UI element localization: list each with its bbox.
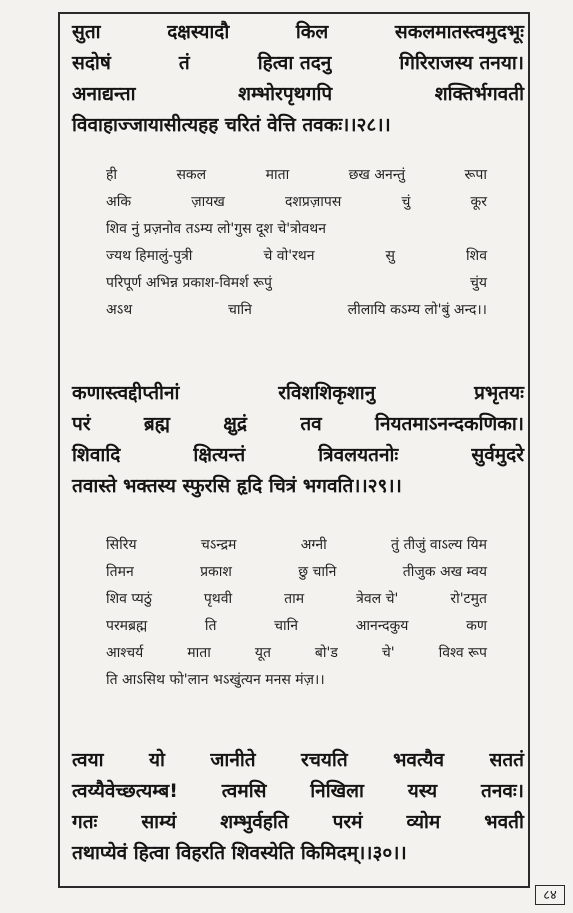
word: शक्तिर्भगवती [434, 83, 524, 105]
word: चुंय [469, 275, 487, 291]
word: दशप्रज़ापस [284, 194, 342, 210]
word: रूपा [464, 167, 487, 183]
word: ताम [284, 591, 305, 607]
word: शम्भुर्वहति [220, 811, 289, 833]
translation-line [106, 270, 487, 297]
word: ति आऽसिथ फो'लान भऽखुंत्यन मनस मंज़।। [106, 672, 325, 688]
verse-28-sanskrit [72, 17, 524, 141]
word: सिरिय [106, 537, 137, 553]
word: चऽन्द्रम [200, 537, 237, 553]
word: कणास्त्वद्दीप्तीनां [72, 382, 180, 404]
word: ही [106, 167, 118, 183]
word: व्योम [406, 811, 441, 833]
translation-line [106, 613, 487, 640]
word: अग्नी [300, 537, 327, 553]
word: सु [385, 248, 396, 264]
word: माता [187, 645, 211, 661]
word: गतः [72, 811, 98, 833]
word: विश्व रूप [438, 645, 487, 661]
word: परिपूर्ण अभिन्न प्रकाश-विमर्श रूपुं [106, 275, 272, 291]
word: माता [265, 167, 290, 183]
sanskrit-line [72, 110, 524, 141]
translation-line [106, 667, 487, 694]
word: परमं [332, 811, 363, 833]
word: यो [148, 749, 165, 771]
word: तं [178, 52, 190, 74]
verse-29-sanskrit [72, 378, 524, 502]
word: भवत्यैव [393, 749, 445, 771]
word: तुं तीजुं वाऽल्य यिम [391, 537, 487, 553]
word: क्षुद्रं [223, 413, 247, 435]
word: सकलमातस्त्वमुदभूः [394, 21, 524, 43]
word: यूत [254, 645, 271, 661]
sanskrit-line [72, 471, 524, 502]
translation-line [106, 189, 487, 216]
word: ति [204, 618, 217, 634]
translation-line [106, 162, 487, 189]
sanskrit-line [72, 745, 524, 776]
word: रविशशिकृशानु [278, 382, 376, 404]
translation-line [106, 297, 487, 324]
word: जानीते [210, 749, 256, 771]
sanskrit-line [72, 776, 524, 807]
word: प्रकाश [200, 564, 232, 580]
word: भवती [484, 811, 524, 833]
word: त्रेवल चे' [356, 591, 399, 607]
word: रो'टमुत [450, 591, 487, 607]
word: सुता [72, 21, 101, 43]
word: तथाप्येवं हित्वा विहरति शिवस्येति किमिदम्।।३०।। [72, 842, 407, 864]
page-number: ८४ [535, 885, 565, 905]
word: पृथवी [203, 591, 233, 607]
word: रचयति [301, 749, 348, 771]
word: नियतमाऽनन्दकणिका। [375, 413, 524, 435]
translation-line [106, 586, 487, 613]
word: चे वो'रथन [263, 248, 315, 264]
word: साम्यं [141, 811, 177, 833]
sanskrit-line [72, 79, 524, 110]
verse-29-translation [106, 532, 487, 694]
word: कण [466, 618, 487, 634]
word: सकल [176, 167, 207, 183]
word: ज़ायख [191, 194, 225, 210]
translation-line [106, 559, 487, 586]
word: सुर्वमुदरे [471, 444, 524, 466]
word: आश्चर्य [106, 645, 144, 661]
word: तवास्ते भक्तस्य स्फुरसि हृदि चित्रं भगवति।।२९।। [72, 475, 402, 497]
word: त्वय्यैवेच्छत्यम्ब! [72, 780, 178, 802]
word: तीजुक अख म्वय [402, 564, 487, 580]
word: निखिला [310, 780, 364, 802]
word: ब्रह्म [143, 413, 170, 435]
word: दक्षस्यादौ [167, 21, 230, 43]
word: छख अनन्तुं [348, 167, 406, 183]
word: अकि [106, 194, 132, 210]
word: गिरिराजस्य तनया। [399, 52, 524, 74]
translation-line [106, 216, 487, 243]
verse-30-sanskrit [72, 745, 524, 869]
translation-line [106, 640, 487, 667]
sanskrit-line [72, 17, 524, 48]
sanskrit-line [72, 409, 524, 440]
word: त्वमसि [221, 780, 267, 802]
word: शिव प्यठुं [106, 591, 152, 607]
word: आनन्दकुय [355, 618, 409, 634]
sanskrit-line [72, 440, 524, 471]
word: प्रभृतयः [474, 382, 524, 404]
word: चानि [274, 618, 299, 634]
verse-28-translation [106, 162, 487, 324]
word: तव [300, 413, 322, 435]
word: हित्वा तदनु [257, 52, 332, 74]
word: छु चानि [298, 564, 337, 580]
word: शम्भोरपृथगपि [238, 83, 333, 105]
sanskrit-line [72, 378, 524, 409]
word: यस्य [407, 780, 438, 802]
word: त्वया [72, 749, 104, 771]
word: चानि [227, 302, 252, 318]
word: चे' [381, 645, 395, 661]
translation-line [106, 243, 487, 270]
word: परमब्रह्म [106, 618, 148, 634]
sanskrit-line [72, 838, 524, 869]
word: शिव नुं प्रज़नोव तऽम्य लो'गुस दूश चे'त्रोवथन [106, 221, 326, 237]
word: सततं [489, 749, 524, 771]
word: अनाद्यन्ता [72, 83, 136, 105]
word: तिमन [106, 564, 134, 580]
word: कूर [470, 194, 487, 210]
word: शिव [466, 248, 487, 264]
word: लीलायि कऽम्य लो'बुं अन्द।। [347, 302, 487, 318]
word: परं [72, 413, 91, 435]
word: चुं [401, 194, 411, 210]
sanskrit-line [72, 48, 524, 79]
word: अऽथ [106, 302, 133, 318]
word: त्रिवलयतनोः [318, 444, 399, 466]
word: सदोषं [72, 52, 111, 74]
word: शिवादि [72, 444, 121, 466]
word: क्षित्यन्तं [193, 444, 246, 466]
word: विवाहाज्जायासीत्यहह चरितं वेत्ति तवकः।।२८।। [72, 114, 391, 136]
word: किल [295, 21, 329, 43]
sanskrit-line [72, 807, 524, 838]
word: ज्यथ हिमालुं-पुत्री [106, 248, 193, 264]
word: बो'ड [314, 645, 338, 661]
translation-line [106, 532, 487, 559]
word: तनवः। [480, 780, 524, 802]
